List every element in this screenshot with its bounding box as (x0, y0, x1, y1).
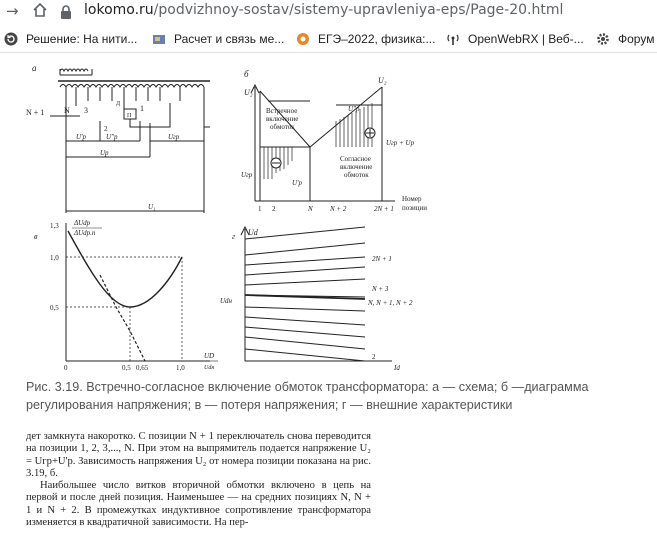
panel-b-x-tick: 1 (258, 205, 262, 213)
bookmark-label: Решение: На нити... (26, 32, 138, 46)
bookmark-label: Расчет и связь ме... (174, 32, 285, 46)
panel-b-up2-label: U"р (348, 105, 360, 113)
consistent-note-line: Согласное (340, 155, 371, 163)
panel-v-chart (34, 219, 218, 371)
panel-v-y-tick: 1,3 (50, 222, 59, 230)
panel-a-label: U'р (76, 133, 87, 141)
panel-g-curve-label: 2 (372, 353, 376, 361)
address-bar[interactable] (0, 0, 657, 23)
panel-g-curve-label: N, N + 1, N + 2 (368, 299, 413, 307)
panel-a-label: Uгр (168, 133, 180, 141)
antenna-icon (446, 32, 460, 46)
orange-flower-icon (296, 32, 310, 46)
bookmark-item[interactable] (152, 30, 284, 48)
panel-a-label: U"р (106, 133, 118, 141)
bookmark-item[interactable] (446, 30, 584, 48)
panel-b-x-tick: N (308, 205, 313, 213)
panel-g-curve-label: 2N + 1 (372, 255, 392, 263)
panel-a-letter: а (32, 63, 37, 73)
panel-g-y-tick: Udн (220, 297, 233, 305)
bookmark-label: OpenWebRX | Веб-... (468, 32, 584, 46)
panel-g-chart (220, 227, 413, 371)
panel-v-y-den: ΔUdр.п (74, 229, 96, 237)
panel-b-diagram (241, 69, 427, 213)
panel-v-y-num: ΔUdp (74, 219, 91, 227)
panel-v-x-tick: 1,0 (176, 364, 185, 371)
panel-v-letter: в (34, 232, 38, 241)
panel-v-x-num: UD (204, 352, 215, 360)
counter-note-line: обмоток (270, 123, 295, 131)
panel-b-y-label: U₂ (244, 88, 253, 97)
panel-v-y-tick: 1,0 (50, 254, 59, 262)
panel-a-label: 2 (104, 125, 108, 133)
gear-icon (596, 32, 610, 46)
panel-a-label: N (64, 106, 70, 115)
consistent-note-line: включение (340, 163, 373, 171)
figure-3-19 (20, 61, 440, 371)
lock-icon[interactable] (60, 4, 72, 23)
counter-note-line: Встречное (266, 107, 298, 115)
bookmarks-bar (0, 26, 657, 53)
panel-v-x-tick: 0,5 (122, 364, 131, 371)
paragraph: Наибольшее число витков вторичной обмотки включено в цепь на первой и после дней позиция. Наименьшее — на средних позициях N, N + 1 и N + 2. В промежутках индуктивное сопротивление трансформатора изменяется в квадратичной зависимости. На пер- (26, 480, 371, 529)
bookmark-item[interactable] (4, 30, 137, 48)
panel-b-x-label: Номер (402, 195, 422, 203)
bookmark-label: ЕГЭ–2022, физика:... (318, 32, 436, 46)
paragraph: дет замкнута накоротко. С позиции N + 1 переключатель снова переводится на позиции 1, 2, 3,..., N. При этом на выпрямитель подается напряжение U₂ = Uгр+U'р. Зависимость напряжения U₂ от номера позиции показана на рис. 3.19, б. (26, 431, 371, 479)
bookmark-item[interactable] (596, 30, 654, 48)
panel-a-label: U₁ (148, 203, 156, 211)
panel-b-x-tick: N + 2 (330, 205, 347, 213)
panel-g-letter: г (232, 232, 236, 241)
url-path: /podvizhnoy-sostav/sistemy-upravleniya-eps/Page-20.html (153, 2, 564, 18)
panel-v-y-tick: 0,5 (50, 304, 59, 312)
panel-a-label: Uр (100, 149, 109, 157)
home-icon[interactable] (32, 2, 48, 22)
panel-a-scheme (26, 63, 210, 213)
consistent-note-line: обмоток (344, 171, 369, 179)
panel-b-letter: б (244, 69, 249, 79)
bookmark-item[interactable] (296, 30, 435, 48)
panel-b-top-label: U₂ (378, 76, 387, 85)
panel-a-label: Д (116, 101, 121, 107)
panel-b-x-label: позиции (402, 204, 427, 212)
panel-a-label: П (127, 113, 132, 119)
forward-arrow-icon[interactable]: → (6, 2, 19, 20)
url-text[interactable] (84, 2, 563, 18)
panel-b-sum-label: Uгр + Uр (386, 139, 415, 147)
counter-note-line: включение (266, 115, 299, 123)
panel-b-x-tick: 2 (272, 205, 276, 213)
panel-b-x-tick: 2N + 1 (374, 205, 394, 213)
bookmark-label: Форум (618, 32, 655, 46)
panel-a-label: 1 (140, 104, 144, 113)
site-icon (152, 32, 166, 46)
panel-b-ugr-label: Uгр (241, 171, 253, 179)
panel-g-y-label: Ud (248, 228, 258, 237)
article-text (26, 431, 371, 529)
panel-v-x-tick: 0 (64, 364, 68, 371)
refresh-icon (4, 32, 18, 46)
page-content (0, 53, 657, 534)
panel-g-curve-label: N + 3 (372, 285, 389, 293)
url-host: lokomo.ru (84, 2, 154, 18)
figure-caption: Рис. 3.19. Встречно-согласное включение обмоток трансформатора: а — схема; б —диаграмма регулирования напряжения; в — потеря напряжения; г — внешние характеристики (26, 380, 589, 412)
panel-v-x-den: Udн (204, 365, 215, 371)
panel-b-up-label: U'р (292, 179, 303, 187)
panel-a-label: 3 (84, 106, 88, 115)
panel-a-label: N + 1 (26, 108, 45, 117)
panel-v-x-tick: 0,65 (136, 364, 149, 371)
panel-g-x-label: Id (394, 364, 400, 371)
